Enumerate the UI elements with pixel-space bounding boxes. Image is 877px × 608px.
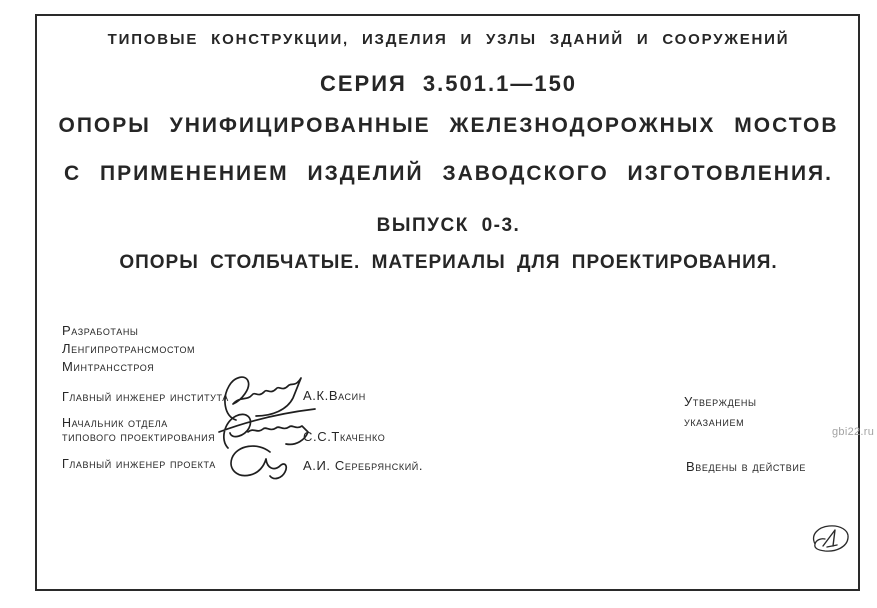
site-watermark: gbi22.ru <box>832 426 875 438</box>
signatory-role-chief-engineer-institute: Главный инженер института <box>62 390 229 404</box>
developed-by-line-1: Разработаны <box>62 323 139 338</box>
signatory-name-serebryansky: А.И. Серебрянский. <box>303 458 424 473</box>
page-number-oval <box>806 522 852 561</box>
signature-serebryansky-icon <box>224 442 296 489</box>
signatory-role-head-of-standard-design-dept: Начальник отдела типового проектирования <box>62 416 216 444</box>
document-title-line-2: С ПРИМЕНЕНИЕМ ИЗДЕЛИЙ ЗАВОДСКОГО ИЗГОТОВЛЕНИЯ. <box>64 162 833 185</box>
document-subtitle-line: ОПОРЫ СТОЛБЧАТЫЕ. МАТЕРИАЛЫ ДЛЯ ПРОЕКТИРОВАНИЯ. <box>119 252 778 273</box>
signatory-name-vasin: А.К.Васин <box>303 388 366 403</box>
approved-by-line-1: Утверждены <box>684 394 757 409</box>
effective-date-line: Введены в действие <box>686 459 807 474</box>
signatory-name-tkachenko: С.С.Ткаченко <box>303 429 386 444</box>
oval-outline <box>814 526 849 551</box>
signatory-role-chief-project-engineer: Главный инженер проекта <box>62 457 216 471</box>
developed-by-line-2: Ленгипротрансмостом <box>62 341 196 356</box>
developed-by-block <box>62 322 195 376</box>
page-border-frame <box>35 14 860 591</box>
issue-number-heading: ВЫПУСК 0-3. <box>376 215 521 236</box>
series-number-heading: СЕРИЯ 3.501.1—150 <box>319 71 578 96</box>
developed-by-line-3: Минтрансстроя <box>62 359 155 374</box>
document-title-line-1: ОПОРЫ УНИФИЦИРОВАННЫЕ ЖЕЛЕЗНОДОРОЖНЫХ МОСТОВ <box>58 114 839 137</box>
approved-by-line-2: указанием <box>684 414 745 429</box>
document-category-line: ТИПОВЫЕ КОНСТРУКЦИИ, ИЗДЕЛИЯ И УЗЛЫ ЗДАНИЙ И СООРУЖЕНИЙ <box>107 31 790 48</box>
